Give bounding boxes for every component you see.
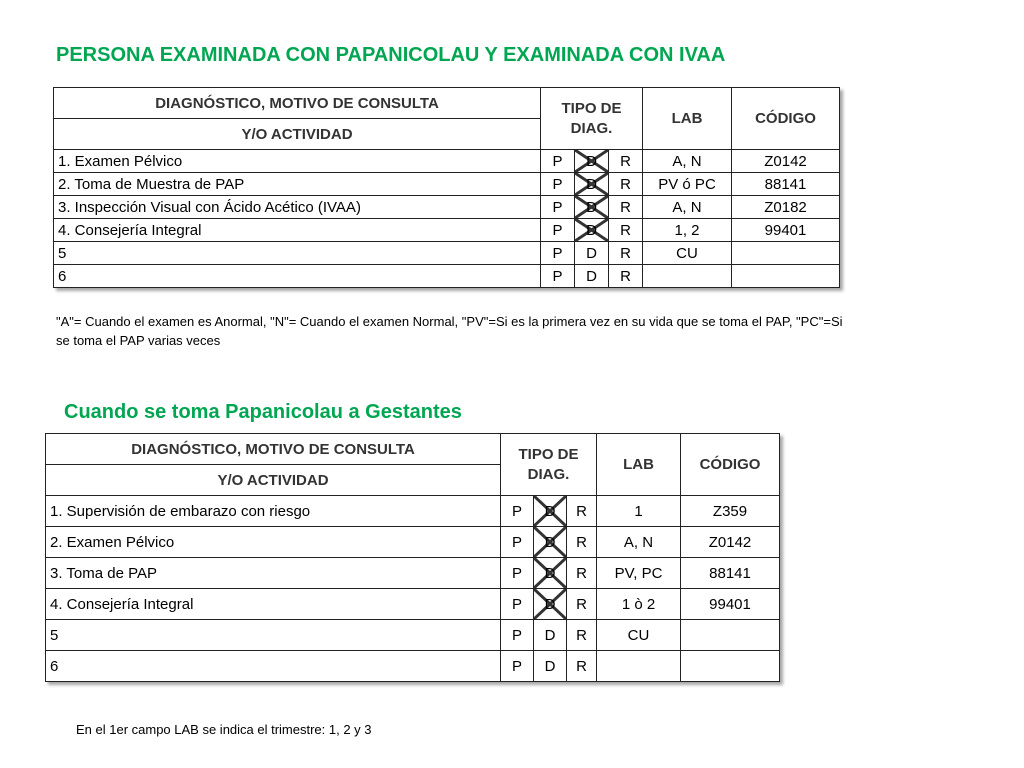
tipo-d-cell [575, 242, 609, 265]
tipo-p-cell: P [501, 620, 534, 651]
table-row [54, 265, 840, 288]
table-row [46, 589, 780, 620]
codigo-cell: Z0182 [732, 196, 840, 219]
row-item-label: 2. Toma de Muestra de PAP [54, 173, 541, 196]
diagnosis-table-ivaa [53, 87, 840, 288]
header-diagnostico: DIAGNÓSTICO, MOTIVO DE CONSULTA [46, 434, 501, 465]
codigo-cell: 88141 [732, 173, 840, 196]
tipo-p-cell: P [541, 173, 575, 196]
codigo-cell [732, 242, 840, 265]
tipo-p-cell: P [501, 589, 534, 620]
tipo-p-cell: P [501, 651, 534, 682]
tipo-d-cell [575, 173, 609, 196]
tipo-r-cell: R [567, 589, 597, 620]
lab-cell: A, N [597, 527, 681, 558]
tipo-p-cell: P [501, 558, 534, 589]
tipo-d-cell [575, 150, 609, 173]
tipo-r-cell: R [609, 242, 643, 265]
header-actividad: Y/O ACTIVIDAD [46, 465, 501, 496]
row-item-label: 5 [46, 620, 501, 651]
lab-cell: 1 [597, 496, 681, 527]
tipo-d-cell [534, 620, 567, 651]
codigo-cell: Z0142 [732, 150, 840, 173]
row-item-label: 3. Toma de PAP [46, 558, 501, 589]
tipo-r-cell: R [609, 265, 643, 288]
row-item-label: 5 [54, 242, 541, 265]
tipo-d-label: D [544, 564, 556, 582]
lab-cell: A, N [643, 196, 732, 219]
tipo-d-cell [534, 527, 567, 558]
tipo-d-cell [534, 651, 567, 682]
table-row [46, 620, 780, 651]
tipo-d-label: D [586, 152, 597, 170]
table-row [46, 558, 780, 589]
lab-cell [643, 265, 732, 288]
tipo-d-label: D [586, 267, 597, 285]
tipo-r-cell: R [609, 173, 643, 196]
lab-cell: A, N [643, 150, 732, 173]
tipo-r-cell: R [567, 527, 597, 558]
trimester-note: En el 1er campo LAB se indica el trimestre: 1, 2 y 3 [76, 722, 372, 737]
lab-cell: 1, 2 [643, 219, 732, 242]
table-row [46, 651, 780, 682]
tipo-d-label: D [586, 198, 597, 216]
tipo-p-cell: P [541, 150, 575, 173]
tipo-r-cell: R [609, 150, 643, 173]
tipo-d-label: D [544, 657, 556, 675]
lab-cell [597, 651, 681, 682]
row-item-label: 6 [54, 265, 541, 288]
row-item-label: 4. Consejería Integral [54, 219, 541, 242]
diagnosis-table-gestantes [45, 433, 780, 682]
tipo-p-cell: P [501, 527, 534, 558]
codigo-cell: 88141 [681, 558, 780, 589]
lab-cell: PV, PC [597, 558, 681, 589]
header-codigo: CÓDIGO [732, 88, 840, 150]
codigo-cell [732, 265, 840, 288]
codigo-cell: Z359 [681, 496, 780, 527]
lab-cell: CU [597, 620, 681, 651]
section-2-title: Cuando se toma Papanicolau a Gestantes [64, 401, 462, 423]
row-item-label: 1. Examen Pélvico [54, 150, 541, 173]
tipo-d-cell [575, 219, 609, 242]
tipo-r-cell: R [567, 496, 597, 527]
header-lab: LAB [597, 434, 681, 496]
table-row [46, 496, 780, 527]
lab-cell: PV ó PC [643, 173, 732, 196]
table-row [54, 196, 840, 219]
header-actividad: Y/O ACTIVIDAD [54, 119, 541, 150]
tipo-r-cell: R [609, 196, 643, 219]
tipo-d-label: D [544, 626, 556, 644]
lab-cell: CU [643, 242, 732, 265]
table-row [54, 219, 840, 242]
lab-cell: 1 ò 2 [597, 589, 681, 620]
tipo-d-label: D [586, 221, 597, 239]
tipo-d-cell [534, 589, 567, 620]
tipo-d-label: D [586, 175, 597, 193]
header-tipo-diag [541, 88, 643, 150]
table-body [46, 496, 780, 682]
tipo-d-label: D [544, 595, 556, 613]
row-item-label: 1. Supervisión de embarazo con riesgo [46, 496, 501, 527]
codigo-cell: Z0142 [681, 527, 780, 558]
header-tipo-diag-label: TIPO DE DIAG. [518, 445, 579, 483]
row-item-label: 6 [46, 651, 501, 682]
tipo-d-label: D [586, 244, 597, 262]
table-row [54, 242, 840, 265]
row-item-label: 2. Examen Pélvico [46, 527, 501, 558]
tipo-d-label: D [544, 533, 556, 551]
tipo-p-cell: P [541, 242, 575, 265]
tipo-p-cell: P [501, 496, 534, 527]
tipo-d-label: D [544, 502, 556, 520]
tipo-r-cell: R [567, 620, 597, 651]
header-tipo-diag-label: TIPO DE DIAG. [561, 99, 622, 137]
header-diagnostico: DIAGNÓSTICO, MOTIVO DE CONSULTA [54, 88, 541, 119]
tipo-d-cell [534, 496, 567, 527]
tipo-d-cell [575, 196, 609, 219]
tipo-p-cell: P [541, 265, 575, 288]
table-row [46, 527, 780, 558]
header-codigo: CÓDIGO [681, 434, 780, 496]
codigo-cell: 99401 [732, 219, 840, 242]
table-body [54, 150, 840, 288]
header-lab: LAB [643, 88, 732, 150]
legend-note: "A"= Cuando el examen es Anormal, "N"= Cuando el examen Normal, "PV"=Si es la primera vez en su vida que se toma el PAP, "PC"=Si se toma el PAP varias veces [56, 314, 843, 348]
tipo-d-cell [534, 558, 567, 589]
codigo-cell: 99401 [681, 589, 780, 620]
codigo-cell [681, 651, 780, 682]
tipo-r-cell: R [609, 219, 643, 242]
tipo-d-cell [575, 265, 609, 288]
header-tipo-diag [501, 434, 597, 496]
tipo-r-cell: R [567, 558, 597, 589]
codigo-cell [681, 620, 780, 651]
row-item-label: 3. Inspección Visual con Ácido Acético (IVAA) [54, 196, 541, 219]
row-item-label: 4. Consejería Integral [46, 589, 501, 620]
table-row [54, 173, 840, 196]
tipo-r-cell: R [567, 651, 597, 682]
tipo-p-cell: P [541, 219, 575, 242]
section-1-title: PERSONA EXAMINADA CON PAPANICOLAU Y EXAMINADA CON IVAA [56, 44, 726, 66]
tipo-p-cell: P [541, 196, 575, 219]
table-row [54, 150, 840, 173]
